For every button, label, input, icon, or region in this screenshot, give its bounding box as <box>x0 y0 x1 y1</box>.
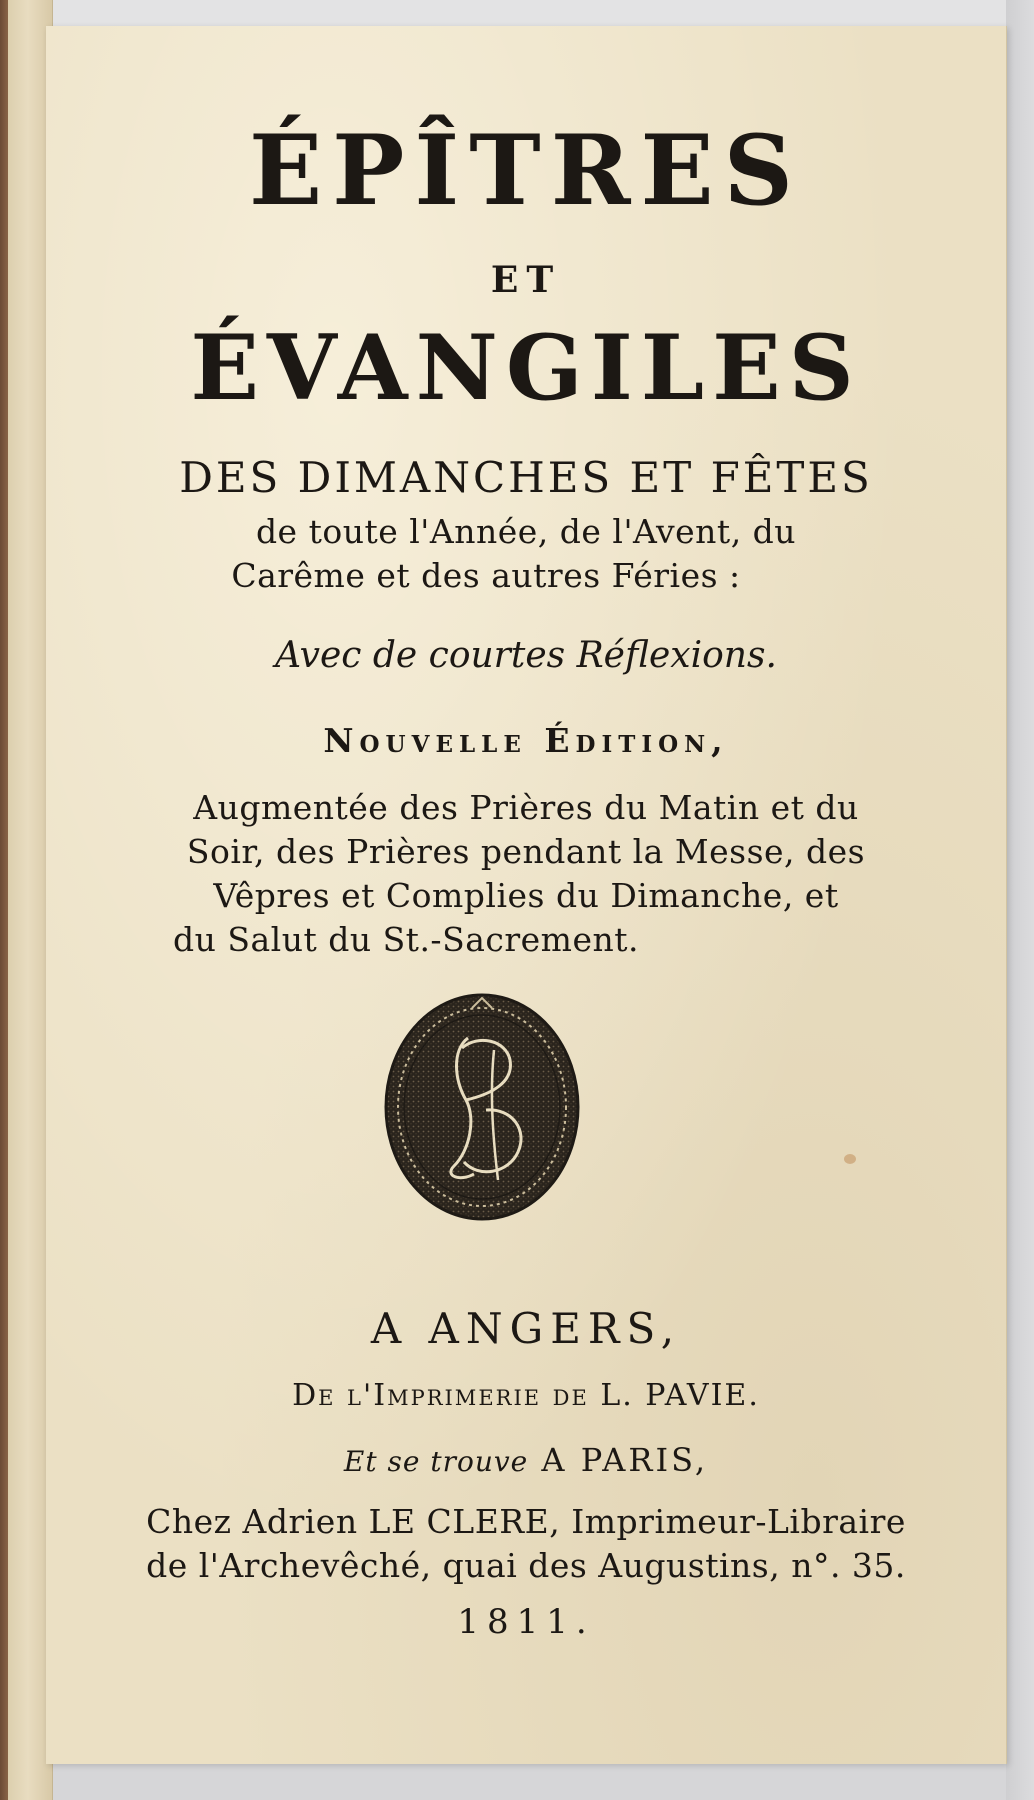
printer-line: De l'Imprimerie de L. PAVIE. <box>292 1378 760 1413</box>
title-et: ET <box>490 259 562 301</box>
subtitle-annee: de toute l'Année, de l'Avent, du <box>255 512 797 551</box>
augment-line-1: Augmentée des Prières du Matin et du <box>193 788 859 827</box>
foxing-spot <box>844 1154 856 1164</box>
title-page <box>46 26 1007 1764</box>
paris-city: A PARIS, <box>541 1441 709 1479</box>
printer-monogram-emblem <box>382 990 582 1224</box>
year-line: 1811. <box>457 1602 595 1642</box>
publisher-line-2: de l'Archevêché, quai des Augustins, n°. 35. <box>146 1546 906 1585</box>
subtitle-dimanches: DES DIMANCHES ET FÊTES <box>179 453 873 502</box>
edition-line: Nouvelle Édition, <box>323 721 729 760</box>
augment-line-2: Soir, des Prières pendant la Messe, des <box>186 832 866 871</box>
photo-backdrop-right <box>1006 0 1034 1800</box>
title-evangiles: ÉVANGILES <box>190 315 862 421</box>
reflexions-line: Avec de courtes Réflexions. <box>275 635 777 676</box>
place-angers: A ANGERS, <box>370 1304 682 1353</box>
augment-line-4: du Salut du St.-Sacrement. <box>173 920 639 959</box>
paris-line <box>46 1438 1006 1484</box>
subtitle-careme: Carême et des autres Féries : <box>231 556 741 595</box>
printer-emblem <box>382 990 582 1224</box>
publisher-line-1: Chez Adrien LE CLERE, Imprimeur-Libraire <box>146 1502 906 1541</box>
title-epitres: ÉPÎTRES <box>249 114 803 227</box>
augment-line-3: Vêpres et Complies du Dimanche, et <box>213 876 839 915</box>
paris-italic: Et se trouve <box>343 1445 529 1478</box>
